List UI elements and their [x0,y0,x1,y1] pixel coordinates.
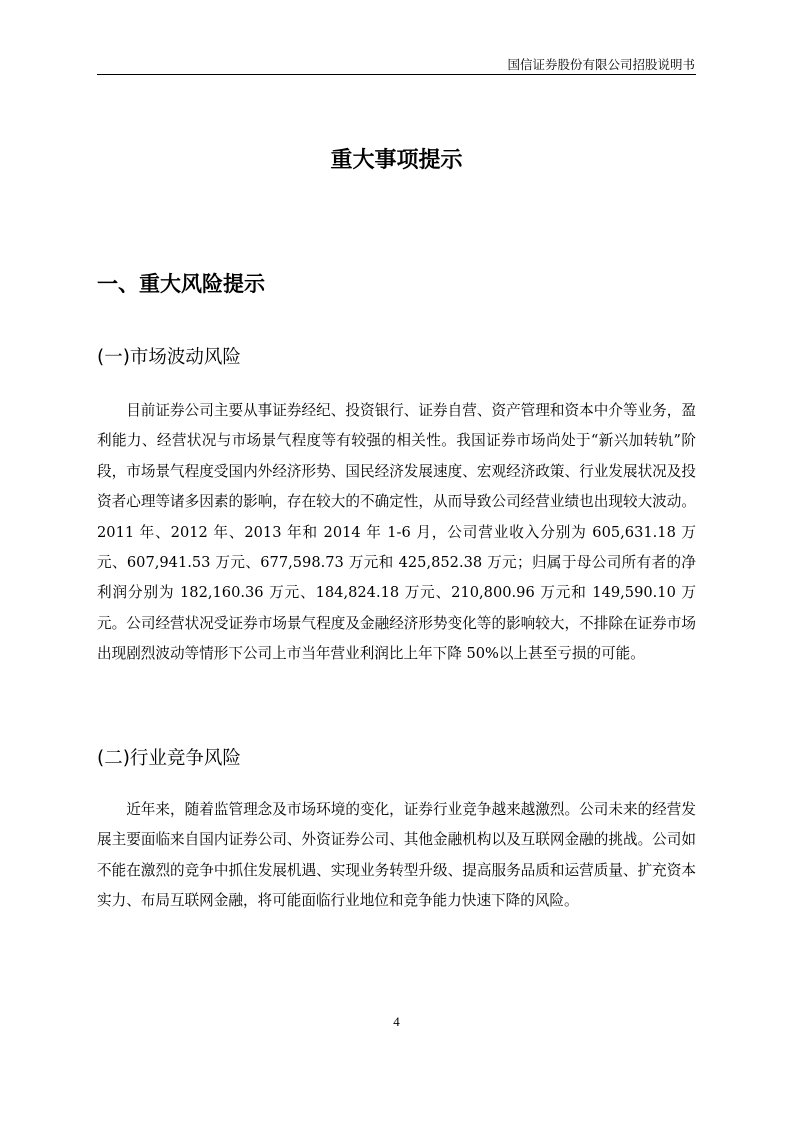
page-title: 重大事项提示 [330,148,463,173]
subsection-heading-industry-competition: (二)行业竞争风险 [97,748,241,769]
paragraph-industry-competition: 近年来，随着监管理念及市场环境的变化，证券行业竞争越来越激烈。公司未来的经营发展主要面临来自国内证券公司、外资证券公司、其他金融机构以及互联网金融的挑战。公司如不能在激烈的竞争中抓住发展机遇、实现业务转型升级、提高服务品质和运营质量、扩充资本实力、布局互联网金融，将可能面临行业地位和竞争能力快速下降的风险。 [97,801,696,910]
header-divider [97,74,696,75]
section-heading-major-risks: 一、重大风险提示 [97,272,265,296]
subsection-heading-market-volatility: (一)市场波动风险 [97,347,241,368]
page-number: 4 [393,1014,400,1029]
paragraph-market-volatility: 目前证券公司主要从事证券经纪、投资银行、证券自营、资产管理和资本中介等业务，盈利能力、经营状况与市场景气程度等有较强的相关性。我国证券市场尚处于“新兴加转轨”阶段，市场景气程度受国内外经济形势、国民经济发展速度、宏观经济政策、行业发展状况及投资者心理等诸多因素的影响，存在较大的不确定性，从而导致公司经营业绩也出现较大波动。2011 年、2012 年、2013 年和 2014 年 1-6 月，公司营业收入分别为 605,631.18 万元、607,941.53 万元、677,598.73 万元和 425,852.38 万元；归属于母公司所有者的净利润分别为 182,160.36 万元、184,824.18 万元、210,800.96 万元和 149,590.10 万元。公司经营状况受证券市场景气程度及金融经济形势变化等的影响较大，不排除在证券市场出现剧烈波动等情形下公司上市当年营业利润比上年下降 50%以上甚至亏损的可能。 [97,402,696,663]
running-header-title: 国信证券股份有限公司招股说明书 [507,57,695,72]
